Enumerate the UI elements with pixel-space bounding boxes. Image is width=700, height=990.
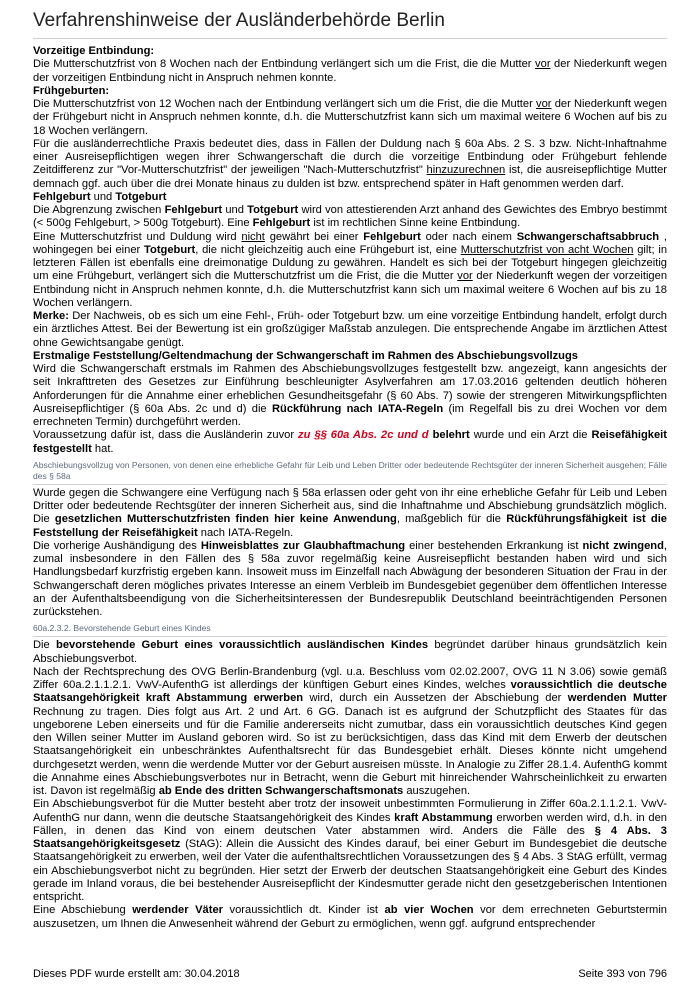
paragraph: Die Mutterschutzfrist von 8 Wochen nach der Entbindung verlängert sich um die Frist, die die Mutter vor der Niederkunft wegen der vorzeitigen Entbindung nicht in Anspruch nehmen konnte. [33,58,668,84]
paragraph-merke: Merke: Der Nachweis, ob es sich um eine Fehl-, Früh- oder Totgeburt bzw. um eine vorzeitige Entbindung handelt, erfolgt durch ein ärztliches Attest. Bei der Bewertung ist ein großzügiger Maßstab anzulegen. Die entsprechende Angabe im ärztlichen Attest ohne Gewichtsangabe genügt. [33,310,667,349]
document-body [33,45,667,931]
paragraph: Eine Mutterschutzfrist und Duldung wird nicht gewährt bei einer Fehlgeburt oder nach einem Schwangerschaftsabbruch , wohingegen bei einer Totgeburt, die nicht gleichzeitig auch eine Frühgeburt ist, eine Mutterschutzfrist von acht Wochen gilt; in letzteren Fällen ist ebenfalls eine dreimonatige Duldung zu gewähren. Handelt es sich bei der Totgeburt hingegen gleichzeitig um eine Frühgeburt, verlängert sich die Mutterschutzfrist um die Frist, die die Mutter vor der Niederkunft wegen der vorzeitigen Entbindung nicht in Anspruch nehmen konnte, d.h. die Mutterschutzfrist kann sich um maximal weitere 6 Wochen auf bis zu 18 Wochen verlängern. [33,230,668,309]
section-heading-58a: Abschiebungsvollzug von Personen, von denen eine erhebliche Gefahr für Leib und Leben Dritter oder bedeutende Rechtsgüter der inneren Sicherheit ausgehen; Fälle des § 58a [33,460,667,485]
paragraph: Ein Abschiebungsverbot für die Mutter besteht aber trotz der insoweit unbestimmten Formulierung in Ziffer 60a.2.1.1.2.1. VwV-AufenthG nur dann, wenn die deutsche Staatsangehörigkeit des Kindes kraft Abstammung erworben werden wird, d.h. in den Fällen, in denen das Kind von einem deutschen Vater abstammen wird. Anders die Fälle des § 4 Abs. 3 Staatsangehörigkeitsgesetz (StAG): Allein die Aussicht des Kindes darauf, bei einer Geburt im Bundesgebiet die deutsche Staatsangehörigkeit zu erwerben, weil der Vater die aufenthaltsrechtlichen Voraussetzungen des § 4 Abs. 3 StAG erfüllt, vermag ein Abschiebungsverbot nicht zu begründen. Hier setzt der Erwerb der deutschen Staatsangehörigkeit eine Geburt des Kindes gerade im Inland voraus, die bei bestehender Ausreisepflicht der Kindesmutter gerade nicht den gesetzgeberischen Intentionen entspricht. [33,798,667,903]
red-emphasis: zu §§ 60a Abs. 2c und d [298,429,429,442]
heading-fruehgeburten: Frühgeburten: [33,84,110,97]
section-heading-geburt: 60a.2.3.2. Bevorstehende Geburt eines Kindes [33,623,667,637]
heading-vorzeitige-entbindung: Vorzeitige Entbindung: [33,45,155,57]
page-footer [33,968,667,981]
paragraph: Wird die Schwangerschaft erstmals im Rahmen des Abschiebungsvollzuges festgestellt bzw. angezeigt, kann angesichts der seit Inkrafttreten des Gesetzes zur Einführung beschleunigter Asylverfahren am 17.03.2016 geltenden deutlich höheren Anforderungen für die Annahme einer erheblichen Gesundheitsgefahr (§ 60 Abs. 7) sowie der strengeren Mitwirkungspflichten Ausreisepflichtiger (§ 60a Abs. 2c und d) die Rückführung nach IATA-Regeln (im Regelfall bis zu drei Wochen vor dem errechneten Termin) durchgeführt werden. [33,363,667,428]
document-page [33,8,667,931]
paragraph: Nach der Rechtsprechung des OVG Berlin-Brandenburg (vgl. u.a. Beschluss vom 02.02.2007, OVG 11 N 3.06) sowie gemäß Ziffer 60a.2.1.1.2.1. VwV-AufenthG ist allerdings der künftigen Geburt eines Kindes, welches voraussichtlich die deutsche Staatsangehörigkeit kraft Abstammung erwerben wird, durch ein Aussetzen der Abschiebung der werdenden Mutter Rechnung zu tragen. Dies folgt aus Art. 2 und Art. 6 GG. Danach ist es aufgrund der Schutzpflicht des Staates für das ungeborene Leben einerseits und für die Familie andererseits nicht zumutbar, dass ein voraussichtlich deutsches Kind gegen den Willen seiner Mutter im Ausland geboren wird. So ist zu berücksichtigen, dass das Kind mit dem Erwerb der deutschen Staatsangehörigkeit ein unbeschränktes Aufenthaltsrecht für das Bundesgebiet erhält. Dieses könnte nicht umgehend durchgesetzt werden, wenn die werdende Mutter vor der Geburt ausreisen müsste. In Analogie zu Ziffer 28.1.4. AufenthG kommt die Annahme eines Abschiebungsverbotes nur in Betracht, wenn die Geburt mit hinreichender Wahrscheinlichkeit zu erwarten ist. Davon ist regelmäßig ab Ende des dritten Schwangerschaftsmonats auszugehen. [33,665,668,797]
page-number: Seite 393 von 796 [578,968,667,980]
paragraph: Die Mutterschutzfrist von 12 Wochen nach der Entbindung verlängert sich um die Frist, die die Mutter vor der Niederkunft wegen der Frühgeburt nicht in Anspruch nehmen konnte, d.h. die Mutterschutzfrist kann sich um maximal weitere 6 Wochen auf bis zu 18 Wochen verlängern. [33,98,667,137]
heading-erstmalige-feststellung: Erstmalige Feststellung/Geltendmachung der Schwangerschaft im Rahmen des Abschiebungsvollzugs [33,349,578,362]
paragraph: Die vorherige Aushändigung des Hinweisblattes zur Glaubhaftmachung einer bestehenden Erkrankung ist nicht zwingend, zumal insbesondere in den Fällen des § 58a zuvor regelmäßig keine Ausreisepflicht bestanden haben wird und sich Handlungsbedarf kurzfristig ergeben kann. Insoweit muss im Einzelfall nach Abwägung der besonderen Situation der Frau in der Schwangerschaft deren mögliches privates Interesse an einem Verbleib im Bundesgebiet gegenüber dem öffentlichen Interesse an der Aufenthaltsbeendigung von die Sicherheitsinteressen der Bundesrepublik Deutschland beeinträchtigenden Personen zurückstehen. [33,539,667,618]
paragraph: Für die ausländerrechtliche Praxis bedeutet dies, dass in Fällen der Duldung nach § 60a Abs. 2 S. 3 bzw. Nicht-Inhaftnahme einer Ausreisepflichtigen wegen ihrer Schwangerschaft die durch die vorzeitige Entbindung oder Frühgeburt fehlende Zeitdifferenz zur "Vor-Mutterschutzfrist" der jeweiligen "Nach-Mutterschutzfrist" hinzuzurechnen ist, die ausreisepflichtige Mutter demnach ggf. auch über die drei Monate hinaus zu dulden ist bzw. entsprechend später in Haft genommen werden darf. [33,137,667,190]
paragraph: Voraussetzung dafür ist, dass die Ausländerin zuvor zu §§ 60a Abs. 2c und d belehrt wurde und ein Arzt die Reisefähigkeit festgestellt hat. [33,429,667,455]
paragraph: Eine Abschiebung werdender Väter voraussichtlich dt. Kinder ist ab vier Wochen vor dem errechneten Geburtstermin auszusetzen, um Ihnen die Anwesenheit während der Geburt zu ermöglichen, wenn ggf. aufgrund entsprechender [33,904,668,930]
paragraph: Wurde gegen die Schwangere eine Verfügung nach § 58a erlassen oder geht von ihr eine erhebliche Gefahr für Leib und Leben Dritter oder bedeutende Rechtsgüter der inneren Sicherheit aus, sind die Inhaftnahme und Abschiebung grundsätzlich möglich. Die gesetzlichen Mutterschutzfristen finden hier keine Anwendung, maßgeblich für die Rückführungsfähigkeit ist die Feststellung der Reisefähigkeit nach IATA-Regeln. [33,486,668,539]
creation-date: Dieses PDF wurde erstellt am: 30.04.2018 [33,968,240,980]
paragraph: Die bevorstehende Geburt eines voraussichtlich ausländischen Kindes begründet darüber hinaus grundsätzlich kein Abschiebungsverbot. [33,639,667,665]
heading-fehlgeburt-totgeburt: Fehlgeburt und Totgeburt [33,190,167,203]
paragraph: Die Abgrenzung zwischen Fehlgeburt und Totgeburt wird von attestierenden Arzt anhand des Gewichtes des Embryo bestimmt (< 500g Fehlgeburt, > 500g Totgeburt). Eine Fehlgeburt ist im rechtlichen Sinne keine Entbindung. [33,204,668,230]
page-title: Verfahrenshinweise der Ausländerbehörde Berlin [33,8,667,39]
